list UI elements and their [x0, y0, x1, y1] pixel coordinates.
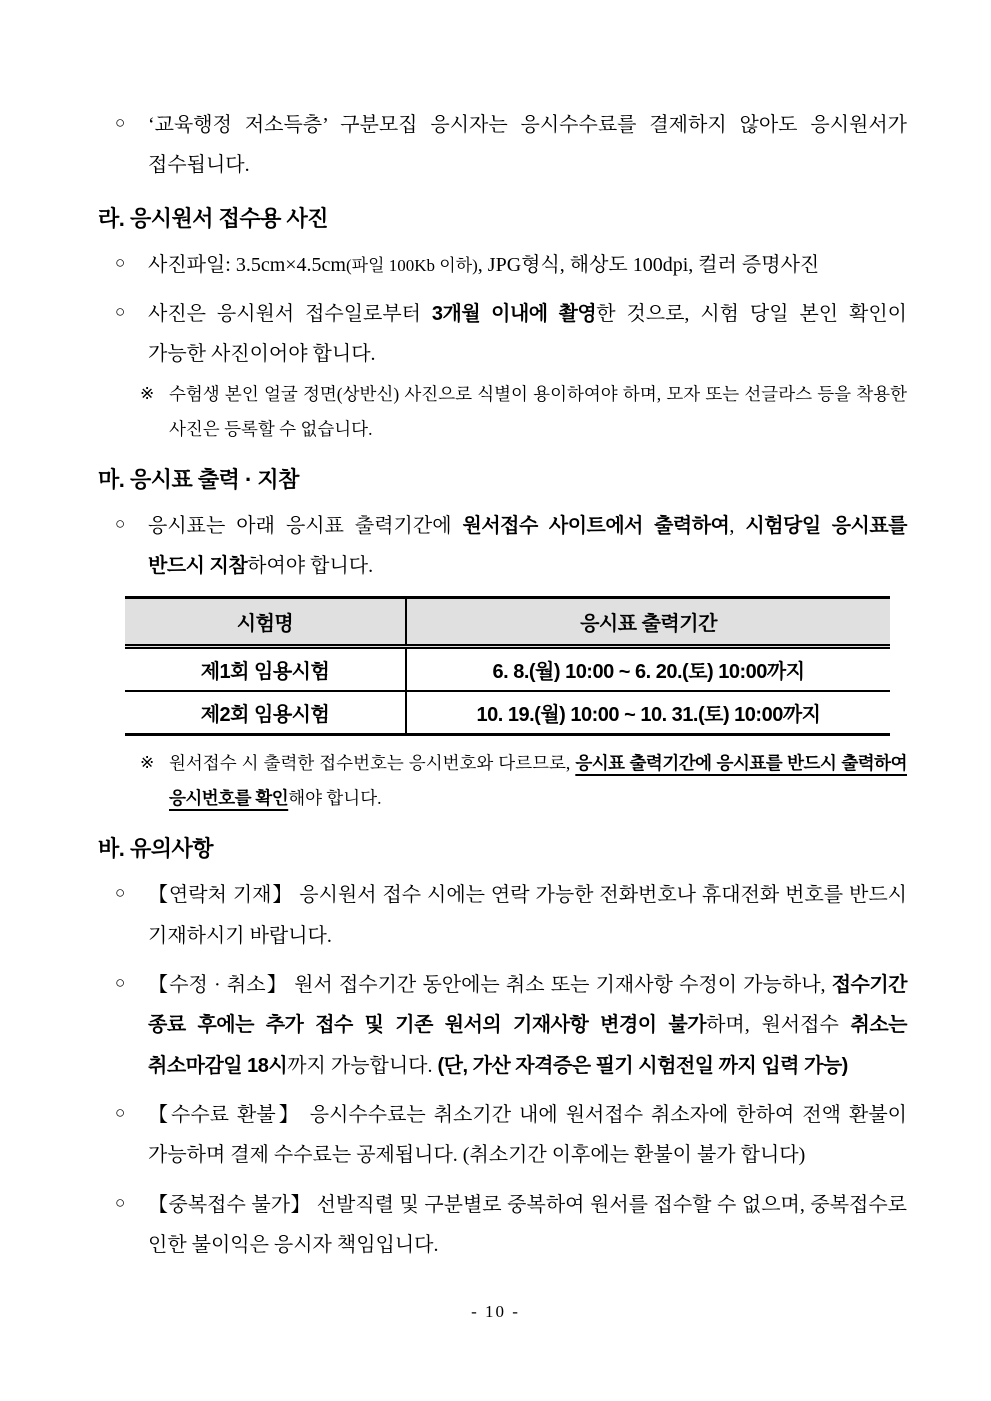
print-period-table	[125, 596, 890, 736]
text-run-small: (파일 100Kb 이하)	[345, 255, 478, 275]
circle-bullet-icon: ○	[115, 883, 126, 903]
circle-bullet-icon: ○	[115, 972, 126, 992]
text-run: 까지 가능합니다.	[287, 1054, 438, 1077]
bold-emphasis: 원서접수 사이트에서 출력하여	[462, 514, 730, 537]
text-run: 한 것으로, 시험 당일 본인 확인이 가능한 사진이어야 합니다.	[148, 302, 907, 366]
section-heading-ma-ticket: 마. 응시표 출력 · 지참	[98, 466, 299, 492]
text-run: 응시원서 접수 시에는 연락 가능한 전화번호나 휴대전화 번호를 반드시 기재하시기 바랍니다.	[148, 884, 907, 947]
bold-emphasis: 취소는 취소마감일 18시	[148, 1014, 907, 1077]
text-run: 원서 접수기간 동안에는 취소 또는 기재사항 수정이 가능하나,	[287, 973, 832, 996]
footnote-receipt-number	[140, 746, 907, 816]
footnote-photo-rules	[140, 377, 907, 447]
reference-mark-icon: ※	[140, 383, 155, 403]
circle-bullet-icon: ○	[115, 113, 126, 132]
bold-emphasis: 3개월 이내에 촬영	[431, 302, 597, 325]
text-run: 응시수수료는 취소기간 내에 원서접수 취소자에 한하여 전액 환불이 가능하며 결제 수수료는 공제됩니다. (취소기간 이후에는 환불이 불가 합니다)	[148, 1104, 907, 1167]
table-header-row	[125, 598, 890, 647]
page-number: - 10 -	[471, 1302, 520, 1321]
paragraph-contact-info	[100, 875, 907, 956]
bold-underline-emphasis: 응시표 출력기간에 응시표를 반드시 출력하여 응시번호를 확인	[169, 753, 907, 809]
text-run: ‘교육행정 저소득층’ 구분모집 응시자는 응시수수료를 결제하지 않아도 응시원서가 접수됩니다.	[148, 114, 907, 177]
column-header-exam-name: 시험명	[125, 598, 406, 647]
circle-bullet-icon: ○	[115, 1103, 126, 1123]
paragraph-ticket-print	[100, 506, 907, 587]
text-run: ,	[729, 514, 746, 537]
print-period-cell: 10. 19.(월) 10:00 ~ 10. 31.(토) 10:00까지	[476, 704, 821, 727]
text-run: 응시표는 아래 응시표 출력기간에	[148, 514, 463, 537]
print-period-cell: 6. 8.(월) 10:00 ~ 6. 20.(토) 10:00까지	[406, 647, 890, 692]
exam-name-cell: 제2회 임용시험	[125, 691, 406, 735]
circle-bullet-icon: ○	[115, 513, 126, 533]
paragraph-duplicate-application	[100, 1185, 907, 1266]
table-row	[125, 691, 890, 735]
bold-emphasis: (단, 가산 자격증은 필기 시험전일 까지 입력 가능)	[437, 1054, 848, 1077]
column-header-print-period: 응시표 출력기간	[406, 598, 890, 647]
bracket-label: 【수정 · 취소】	[148, 973, 288, 996]
text-run: 사진파일: 3.5cm×4.5cm	[148, 253, 346, 276]
section-heading-ba-notes: 바. 유의사항	[98, 836, 213, 862]
print-period-table-container	[125, 596, 907, 736]
text-run: 하며, 원서접수	[706, 1014, 851, 1037]
paragraph-fee-exemption	[100, 105, 907, 186]
paragraph-photo-file-spec	[100, 245, 907, 285]
circle-bullet-icon: ○	[115, 252, 126, 272]
bracket-label: 【중복접수 불가】	[148, 1193, 312, 1216]
circle-bullet-icon: ○	[115, 1192, 126, 1212]
paragraph-photo-recency	[100, 294, 907, 375]
text-run: 원서접수 시 출력한 접수번호는 응시번호와 다르므로,	[169, 753, 576, 774]
text-run: 사진은 응시원서 접수일로부터	[148, 302, 432, 325]
reference-mark-icon: ※	[140, 753, 155, 773]
text-run: , JPG형식, 해상도 100dpi, 컬러 증명사진	[477, 253, 820, 276]
circle-bullet-icon: ○	[115, 301, 126, 321]
bold-emphasis: 접수기간 종료 후에는 추가 접수 및 기존 원서의 기재사항 변경이 불가	[148, 973, 907, 1037]
text-run: 선발직렬 및 구분별로 중복하여 원서를 접수할 수 없으며, 중복접수로 인한 불이익은 응시자 책임입니다.	[148, 1193, 907, 1257]
section-heading-ra-photo: 라. 응시원서 접수용 사진	[98, 205, 328, 231]
exam-name-cell: 제1회 임용시험	[125, 647, 406, 692]
paragraph-fee-refund	[100, 1095, 907, 1176]
text-run: 하여야 합니다.	[247, 554, 374, 577]
bold-emphasis: 시험당일 응시표를 반드시 지참	[148, 514, 908, 577]
bracket-label: 【수수료 환불】	[148, 1104, 302, 1127]
table-row	[125, 647, 890, 692]
text-run: 해야 합니다.	[288, 788, 382, 809]
paragraph-modify-cancel	[100, 965, 907, 1086]
text-run: 수험생 본인 얼굴 정면(상반신) 사진으로 식별이 용이하여야 하며, 모자 또는 선글라스 등을 착용한 사진은 등록할 수 없습니다.	[169, 383, 907, 439]
bracket-label: 【연락처 기재】	[148, 884, 294, 907]
